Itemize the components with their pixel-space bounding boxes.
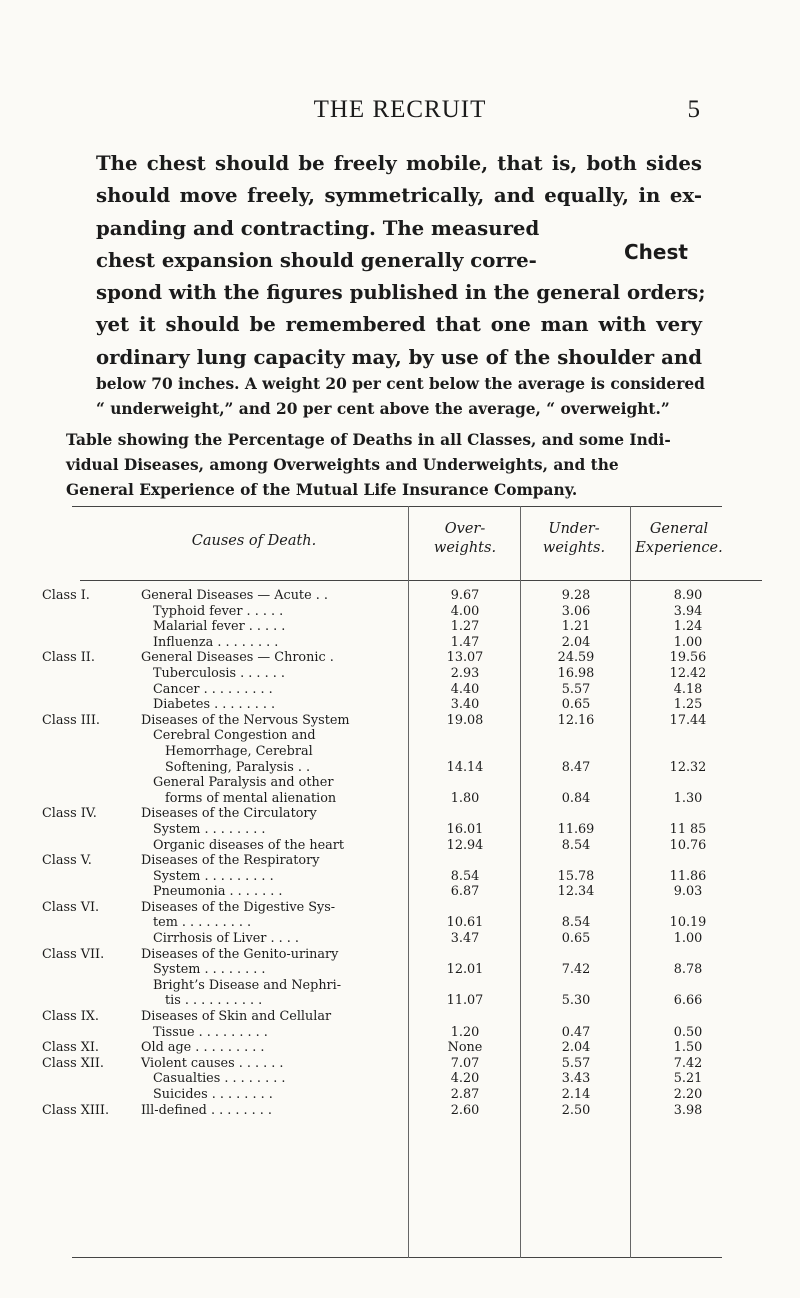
cause-label [141, 650, 403, 666]
overweights-value: 4.00 [450, 603, 480, 619]
header-line: weights. [542, 540, 606, 556]
cause-label-line: General Diseases — Chronic . [141, 650, 334, 666]
underweights-value: 2.04 [561, 1040, 591, 1056]
general-experience-value: 6.66 [673, 993, 703, 1009]
cause-label-line: Softening, Paralysis . . [165, 759, 311, 775]
overweights-value: 1.20 [450, 1024, 480, 1040]
cause-label [153, 635, 403, 651]
underweights-value: 0.84 [561, 790, 591, 806]
general-experience-value: 1.25 [673, 697, 703, 713]
cause-label-line: Bright’s Disease and Nephri- [153, 977, 342, 993]
cause-label-line: System . . . . . . . . [153, 821, 266, 837]
cause-label [153, 619, 403, 635]
table-row [42, 635, 749, 651]
header-general-experience [598, 520, 760, 558]
table-row [42, 1103, 749, 1119]
general-experience-value: 3.98 [673, 1102, 703, 1118]
table-row [42, 1040, 749, 1056]
disease-class: Class I. [42, 588, 90, 603]
underweights-value: 3.06 [561, 603, 591, 619]
cause-label-line: Suicides . . . . . . . . [153, 1087, 273, 1103]
small-paragraph-line: “ underweight,” and 20 per cent above the average, “ overweight.” [96, 400, 670, 418]
general-experience-value: 0.50 [673, 1024, 703, 1040]
underweights-value: 1.21 [561, 619, 591, 635]
caption-line: vidual Diseases, among Overweights and Underweights, and the [66, 456, 619, 474]
general-experience-value: 12.42 [669, 665, 707, 681]
cause-label-line: Cerebral Congestion and [153, 728, 316, 744]
table-row [42, 775, 749, 806]
general-experience-value: 4.18 [673, 681, 703, 697]
underweights-value: 24.59 [557, 650, 595, 666]
overweights-value: 16.01 [446, 821, 484, 837]
cause-label [141, 1040, 403, 1056]
overweights-value: 3.40 [450, 697, 480, 713]
disease-class: Class XIII. [42, 1102, 110, 1118]
cause-label-line: tem . . . . . . . . . [153, 915, 252, 931]
cause-label-line: Old age . . . . . . . . . [141, 1040, 265, 1056]
overweights-value: 1.47 [450, 634, 480, 650]
cause-label [141, 806, 403, 837]
cause-label [141, 1009, 403, 1040]
disease-class: Class V. [42, 853, 92, 869]
table-row [42, 650, 749, 666]
header-line: Over- [444, 521, 486, 537]
table-top-rule [72, 506, 722, 507]
underweights-value: 15.78 [557, 868, 595, 884]
table-row [42, 697, 749, 713]
general-experience-value: 17.44 [669, 712, 707, 728]
cause-label [153, 931, 403, 947]
overweights-value: 12.94 [446, 837, 484, 853]
overweights-value: 3.47 [450, 931, 480, 947]
table-row [42, 931, 749, 947]
cause-label-line: Hemorrhage, Cerebral [165, 743, 313, 759]
underweights-value: 0.65 [561, 697, 591, 713]
table-row [42, 947, 749, 978]
cause-label [141, 853, 403, 884]
disease-class: Class XII. [42, 1055, 105, 1071]
cause-label [153, 697, 403, 713]
disease-class: Class IX. [42, 1009, 99, 1025]
weight-definition [96, 372, 710, 422]
table-row [42, 806, 749, 837]
overweights-value: 4.20 [450, 1071, 480, 1087]
underweights-value: 8.54 [561, 915, 591, 931]
paragraph-line: should move freely, symmetrically, and equally, in ex- [96, 184, 702, 208]
header-causes-of-death: Causes of Death. [191, 533, 317, 549]
cause-label-line: Diseases of the Respiratory [141, 853, 320, 869]
general-experience-value: 5.21 [673, 1071, 703, 1087]
table-row [42, 682, 749, 698]
table-row [42, 838, 749, 854]
general-experience-value: 1.50 [673, 1040, 703, 1056]
caption-line: General Experience of the Mutual Life Insurance Company. [66, 481, 578, 499]
underweights-value: 8.54 [561, 837, 591, 853]
general-experience-value: 1.24 [673, 619, 703, 635]
disease-class: Class VI. [42, 899, 100, 915]
cause-label [153, 682, 403, 698]
cause-label-line: Pneumonia . . . . . . . [153, 884, 283, 900]
cause-label [141, 1103, 403, 1119]
cause-label-line: Typhoid fever . . . . . [153, 603, 284, 619]
header-line: Experience. [635, 540, 723, 556]
cause-label [141, 900, 403, 931]
cause-label-line: Diseases of the Nervous System [141, 712, 350, 728]
overweights-value: 12.01 [446, 962, 484, 978]
overweights-value: 1.27 [450, 619, 480, 635]
paragraph-line: ordinary lung capacity may, by use of the shoulder and [96, 345, 702, 369]
overweights-value: 6.87 [450, 884, 480, 900]
cause-label-line: Influenza . . . . . . . . [153, 634, 279, 650]
general-experience-value: 11 85 [669, 821, 707, 837]
cause-label-line: Malarial fever . . . . . [153, 619, 286, 635]
cause-label-line: Casualties . . . . . . . . [153, 1071, 286, 1087]
paragraph-line: panding and contracting. The measured [96, 216, 540, 240]
table-row [42, 978, 749, 1009]
underweights-value: 0.47 [561, 1024, 591, 1040]
cause-label [153, 775, 403, 806]
table-header-rule [80, 580, 762, 581]
table-row [42, 728, 749, 775]
general-experience-value: 9.03 [673, 884, 703, 900]
overweights-value: 4.40 [450, 681, 480, 697]
disease-class: Class II. [42, 650, 95, 666]
general-experience-value: 2.20 [673, 1087, 703, 1103]
disease-class: Class XI. [42, 1040, 99, 1056]
table-bottom-rule [72, 1257, 722, 1258]
table-row [42, 1071, 749, 1087]
cause-label [141, 713, 403, 729]
overweights-value: 2.93 [450, 665, 480, 681]
general-experience-value: 1.30 [673, 790, 703, 806]
general-experience-value: 7.42 [673, 1055, 703, 1071]
cause-label [141, 1056, 403, 1072]
cause-label [141, 947, 403, 978]
cause-label-line: Cirrhosis of Liver . . . . [153, 931, 299, 947]
cause-label [153, 728, 403, 775]
general-experience-value: 10.19 [669, 915, 707, 931]
disease-class: Class III. [42, 712, 100, 728]
cause-label-line: Diseases of the Digestive Sys- [141, 899, 336, 915]
disease-class: Class IV. [42, 806, 97, 822]
cause-label-line: forms of mental alienation [165, 790, 337, 806]
cause-label-line: System . . . . . . . . . [153, 868, 274, 884]
cause-label [153, 1071, 403, 1087]
overweights-value: 11.07 [446, 993, 484, 1009]
header-line: weights. [433, 540, 497, 556]
underweights-value: 3.43 [561, 1071, 591, 1087]
header-overweights [410, 520, 520, 558]
table-row [42, 619, 749, 635]
overweights-value: 13.07 [446, 650, 484, 666]
table-row [42, 1056, 749, 1072]
table-row [42, 853, 749, 884]
overweights-value: 7.07 [450, 1055, 480, 1071]
underweights-value: 7.42 [561, 962, 591, 978]
small-paragraph-line: below 70 inches. A weight 20 per cent below the average is considered [96, 375, 705, 393]
general-experience-value: 3.94 [673, 603, 703, 619]
disease-class: Class VII. [42, 946, 105, 962]
overweights-value: 2.60 [450, 1102, 480, 1118]
paragraph-line: yet it should be remembered that one man with very [96, 313, 702, 337]
table-row [42, 1087, 749, 1103]
cause-label [153, 604, 403, 620]
table-row [42, 713, 749, 729]
paragraph-line: spond with the figures published in the general orders; [96, 281, 706, 305]
cause-label-line: Tuberculosis . . . . . . [153, 665, 285, 681]
general-experience-value: 19.56 [669, 650, 707, 666]
underweights-value: 8.47 [561, 759, 591, 775]
cause-label-line: Tissue . . . . . . . . . [153, 1024, 268, 1040]
table-row [42, 1009, 749, 1040]
overweights-value: 2.87 [450, 1087, 480, 1103]
cause-label [141, 588, 403, 604]
cause-label [153, 838, 403, 854]
underweights-value: 2.14 [561, 1087, 591, 1103]
table-row [42, 900, 749, 931]
table-body [42, 588, 749, 1118]
cause-label [153, 978, 403, 1009]
cause-label-line: Diseases of Skin and Cellular [141, 1009, 332, 1025]
general-experience-value: 11.86 [669, 868, 707, 884]
paragraph-line: The chest should be freely mobile, that is, both sides [96, 152, 702, 175]
header-line: General [649, 521, 709, 537]
general-experience-value: 8.90 [673, 588, 703, 603]
general-experience-value: 1.00 [673, 931, 703, 947]
table-caption [66, 428, 710, 503]
underweights-value: 9.28 [561, 588, 591, 603]
table-row [42, 604, 749, 620]
cause-label-line: System . . . . . . . . [153, 962, 266, 978]
underweights-value: 5.57 [561, 1055, 591, 1071]
caption-line: Table showing the Percentage of Deaths in all Classes, and some Indi- [66, 431, 671, 449]
table-row [42, 588, 749, 604]
underweights-value: 16.98 [557, 665, 595, 681]
page-header [0, 96, 800, 136]
cause-label-line: Organic diseases of the heart [153, 837, 345, 853]
overweights-value: 1.80 [450, 790, 480, 806]
table-row [42, 884, 749, 900]
cause-label [153, 666, 403, 682]
overweights-value: 14.14 [446, 759, 484, 775]
overweights-value: 10.61 [446, 915, 484, 931]
header-line: Under- [548, 521, 600, 537]
overweights-value: 19.08 [446, 712, 484, 728]
underweights-value: 12.34 [557, 884, 595, 900]
paragraph-line: chest expansion should generally corre- [96, 248, 537, 272]
table-row [42, 666, 749, 682]
body-paragraph [96, 148, 706, 374]
general-experience-value: 10.76 [669, 837, 707, 853]
overweights-value: 9.67 [450, 588, 480, 603]
cause-label-line: Diseases of the Circulatory [141, 806, 317, 822]
cause-label-line: tis . . . . . . . . . . [165, 993, 263, 1009]
underweights-value: 2.04 [561, 634, 591, 650]
underweights-value: 2.50 [561, 1102, 591, 1118]
cause-label-line: Ill-defined . . . . . . . . [141, 1102, 272, 1118]
cause-label-line: Diseases of the Genito-urinary [141, 946, 339, 962]
underweights-value: 0.65 [561, 931, 591, 947]
cause-label-line: Violent causes . . . . . . [141, 1055, 284, 1071]
cause-label-line: Diabetes . . . . . . . . [153, 697, 276, 713]
running-title: THE RECRUIT [313, 96, 487, 123]
general-experience-value: 12.32 [669, 759, 707, 775]
underweights-value: 5.30 [561, 993, 591, 1009]
general-experience-value: 1.00 [673, 634, 703, 650]
page-number: 5 [687, 96, 700, 123]
general-experience-value: 8.78 [673, 962, 703, 978]
cause-label [153, 1087, 403, 1103]
cause-label [153, 884, 403, 900]
underweights-value: 5.57 [561, 681, 591, 697]
cause-label-line: General Paralysis and other [153, 775, 334, 791]
margin-note: Chest [624, 240, 688, 264]
mortality-table [42, 506, 749, 1258]
underweights-value: 12.16 [557, 712, 595, 728]
overweights-value: 8.54 [450, 868, 480, 884]
underweights-value: 11.69 [557, 821, 595, 837]
cause-label-line: General Diseases — Acute . . [141, 588, 328, 603]
overweights-value: None [447, 1040, 483, 1056]
cause-label-line: Cancer . . . . . . . . . [153, 681, 273, 697]
